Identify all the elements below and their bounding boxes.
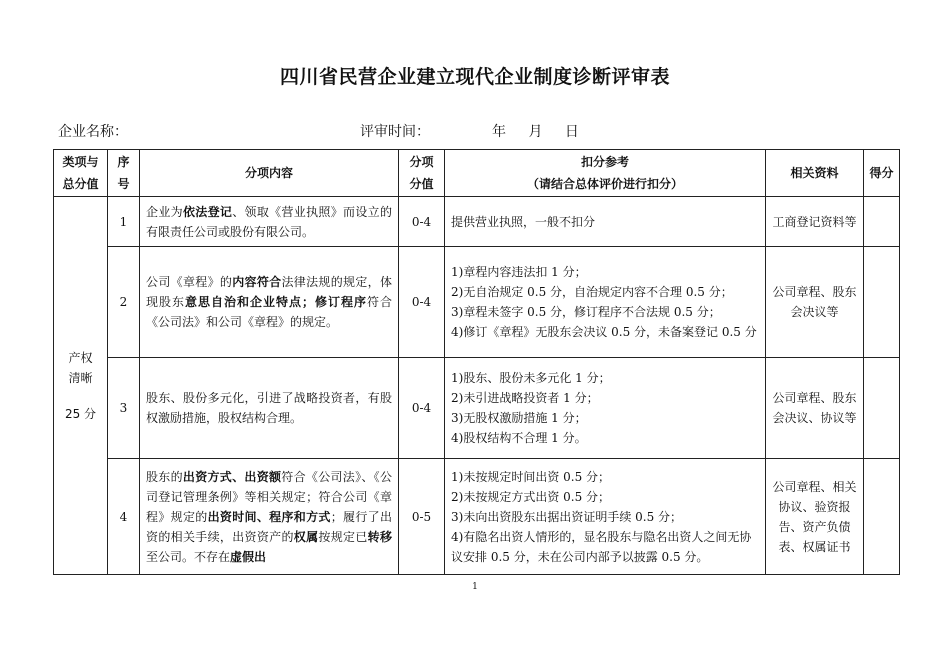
row-points-input[interactable] xyxy=(864,358,900,459)
deduction-item: 4)股权结构不合理 1 分。 xyxy=(451,431,587,445)
review-table xyxy=(53,149,900,575)
category-name: 清晰 xyxy=(68,370,93,385)
deduction-item: 2)未引进战略投资者 1 分； xyxy=(451,391,599,405)
deduction-item: 1)章程内容违法扣 1 分； xyxy=(451,265,587,279)
row-materials: 公司章程、股东会决议、协议等 xyxy=(766,358,864,459)
deduction-item: 2)未按规定方式出资 0.5 分； xyxy=(451,489,611,504)
category-name: 产权 xyxy=(68,350,93,365)
header-seq: 序 号 xyxy=(108,150,140,197)
content-emphasis: 出资方式、出资额 xyxy=(182,469,282,484)
header-score: 分项 分值 xyxy=(399,150,445,197)
row-deductions xyxy=(445,459,766,575)
content-emphasis: 转移 xyxy=(367,529,392,544)
content-text: 按规定已 xyxy=(318,529,368,544)
table-row xyxy=(54,358,900,459)
header-materials: 相关资料 xyxy=(766,150,864,197)
content-text: ；履行了出资的相关手续，出资资产的 xyxy=(146,509,392,544)
deduction-item: 2)无自治规定 0.5 分，自治规定内容不合理 0.5 分； xyxy=(451,285,733,299)
deduction-item: 1)股东、股份未多元化 1 分； xyxy=(451,371,611,385)
row-points-input[interactable] xyxy=(864,459,900,575)
deduction-item: 3)未向出资股东出据出资证明手续 0.5 分； xyxy=(451,509,683,524)
content-emphasis: 意思自治和企业特点；修订程序 xyxy=(185,295,367,309)
content-text: 、领取《营业执照》而设立的有限责任公司或股份有限公司。 xyxy=(146,204,392,239)
deduction-item: 1)未按规定时间出资 0.5 分； xyxy=(451,469,611,484)
content-text: 公司《章程》的 xyxy=(146,275,233,289)
content-text: 符合《公司法》、《公司登记管理条例》等相关规定；符合公司《章程》规定的 xyxy=(146,469,392,524)
content-text: 法律法规的规定，体现股东 xyxy=(146,275,392,309)
content-emphasis: 依法登记 xyxy=(182,204,233,219)
row-score: 0-4 xyxy=(399,197,445,247)
row-content xyxy=(140,197,399,247)
document-title: 四川省民营企业建立现代企业制度诊断评审表 xyxy=(279,66,670,88)
row-materials: 公司章程、相关协议、验资报告、资产负债表、权属证书 xyxy=(766,459,864,575)
row-seq: 1 xyxy=(108,197,140,247)
row-materials: 工商登记资料等 xyxy=(766,197,864,247)
header-deduction: 扣分参考 （请结合总体评价进行扣分） xyxy=(445,150,766,197)
category-cell xyxy=(54,197,108,575)
row-deductions xyxy=(445,197,766,247)
row-materials: 公司章程、股东会决议等 xyxy=(766,247,864,358)
row-content xyxy=(140,358,399,459)
row-deductions xyxy=(445,358,766,459)
deduction-item: 提供营业执照，一般不扣分 xyxy=(451,214,596,229)
table-row xyxy=(54,459,900,575)
table-row xyxy=(54,247,900,358)
row-points-input[interactable] xyxy=(864,247,900,358)
row-score: 0-4 xyxy=(399,247,445,358)
content-text: 企业为 xyxy=(146,204,183,219)
row-deductions xyxy=(445,247,766,358)
row-points-input[interactable] xyxy=(864,197,900,247)
row-score: 0-5 xyxy=(399,459,445,575)
page-number: 1 xyxy=(472,582,478,592)
row-seq: 4 xyxy=(108,459,140,575)
content-emphasis: 内容符合 xyxy=(232,275,282,289)
review-date-units: 年 月 日 xyxy=(492,124,579,140)
deduction-item: 3)章程未签字 0.5 分，修订程序不合法规 0.5 分； xyxy=(451,305,721,319)
header-content: 分项内容 xyxy=(140,150,399,197)
deduction-item: 4)修订《章程》无股东会决议 0.5 分，未备案登记 0.5 分 xyxy=(451,325,757,339)
content-emphasis: 虚假出 xyxy=(230,549,267,564)
company-name-label: 企业名称： xyxy=(58,124,128,140)
header-points: 得分 xyxy=(864,150,900,197)
content-emphasis: 权属 xyxy=(293,529,319,544)
content-text: 股东、股份多元化，引进了战略投资者，有股权激励措施，股权结构合理。 xyxy=(146,391,392,425)
deduction-item: 4)有隐名出资人情形的，显名股东与隐名出资人之间无协议安排 0.5 分，未在公司内部予以披露 0.5 分。 xyxy=(451,529,752,564)
category-total: 25 分 xyxy=(64,406,97,421)
content-text: 符合《公司法》和公司《章程》的规定。 xyxy=(146,295,392,329)
header-category: 类项与 总分值 xyxy=(54,150,108,197)
table-header-row xyxy=(54,150,900,197)
row-score: 0-4 xyxy=(399,358,445,459)
review-time-label: 评审时间： xyxy=(360,124,430,140)
row-content xyxy=(140,459,399,575)
table-row xyxy=(54,197,900,247)
row-content xyxy=(140,247,399,358)
content-emphasis: 出资时间、程序和方式 xyxy=(207,509,331,524)
content-text: 股东的 xyxy=(146,469,183,484)
deduction-item: 3)无股权激励措施 1 分； xyxy=(451,411,587,425)
row-seq: 3 xyxy=(108,358,140,459)
row-seq: 2 xyxy=(108,247,140,358)
content-text: 至公司。不存在 xyxy=(146,549,231,564)
